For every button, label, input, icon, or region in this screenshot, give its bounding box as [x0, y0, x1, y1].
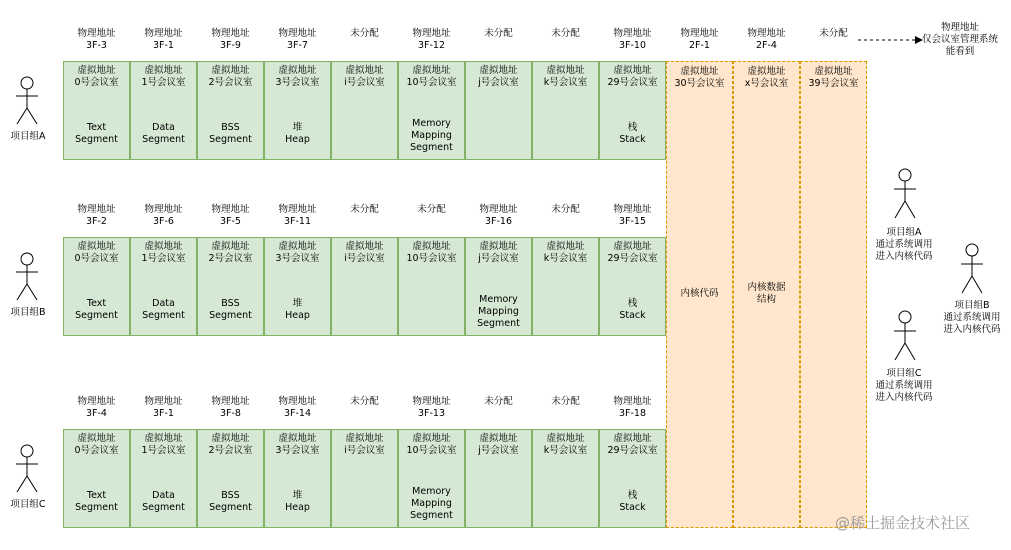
virtual-address-label: 虚拟地址 0号会议室 [74, 433, 119, 456]
virtual-address-label: 虚拟地址 2号会议室 [208, 433, 253, 456]
physical-address-label: 物理地址 3F-6 [144, 204, 183, 227]
physical-address-label: 物理地址 3F-7 [278, 28, 317, 51]
virtual-address-label: 虚拟地址 39号会议室 [808, 66, 859, 89]
segment-label: BSS Segment [209, 490, 252, 513]
virtual-memory-cell [63, 429, 130, 528]
physical-address-label: 物理地址 3F-11 [278, 204, 317, 227]
segment-label: 栈 Stack [619, 298, 646, 321]
segment-label: 堆 Heap [285, 298, 310, 321]
segment-label: 堆 Heap [285, 490, 310, 513]
virtual-memory-cell [197, 429, 264, 528]
virtual-address-label: 虚拟地址 0号会议室 [74, 241, 119, 264]
project-group-label: 项目组C [10, 499, 46, 510]
segment-label: Data Segment [142, 298, 185, 321]
kernel-memory-column [733, 61, 800, 528]
physical-address-label: 物理地址 3F-1 [144, 28, 183, 51]
physical-address-label: 物理地址 3F-10 [613, 28, 652, 51]
virtual-memory-cell [398, 237, 465, 336]
virtual-address-label: 虚拟地址 3号会议室 [275, 433, 320, 456]
segment-label: 堆 Heap [285, 122, 310, 145]
syscall-note: 项目组C 通过系统调用 进入内核代码 [875, 368, 933, 403]
physical-address-label: 物理地址 3F-9 [211, 28, 250, 51]
physical-address-label: 物理地址 3F-13 [412, 396, 451, 419]
virtual-address-label: 虚拟地址 10号会议室 [406, 65, 457, 88]
syscall-note: 项目组A 通过系统调用 进入内核代码 [875, 227, 933, 262]
virtual-address-label: 虚拟地址 2号会议室 [208, 241, 253, 264]
virtual-address-label: 虚拟地址 k号会议室 [543, 65, 588, 88]
physical-address-label: 未分配 [484, 396, 513, 407]
virtual-address-label: 虚拟地址 j号会议室 [478, 241, 519, 264]
virtual-memory-cell [130, 429, 197, 528]
kernel-section-label: 内核数据 结构 [747, 282, 786, 305]
physical-address-note: 物理地址 仅会议室管理系统 能看到 [921, 22, 998, 57]
user-actor-icon [12, 444, 42, 494]
physical-address-label: 未分配 [551, 204, 580, 215]
physical-address-label: 未分配 [350, 28, 379, 39]
virtual-address-label: 虚拟地址 x号会议室 [744, 66, 789, 89]
physical-address-label: 未分配 [551, 28, 580, 39]
virtual-address-label: 虚拟地址 29号会议室 [607, 433, 658, 456]
virtual-memory-cell [264, 237, 331, 336]
virtual-memory-cell [398, 429, 465, 528]
virtual-address-label: 虚拟地址 j号会议室 [478, 65, 519, 88]
segment-label: 栈 Stack [619, 122, 646, 145]
virtual-address-label: 虚拟地址 0号会议室 [74, 65, 119, 88]
kernel-memory-column [800, 61, 867, 528]
virtual-memory-cell [197, 237, 264, 336]
virtual-address-label: 虚拟地址 3号会议室 [275, 241, 320, 264]
physical-address-label: 物理地址 3F-4 [77, 396, 116, 419]
virtual-address-label: 虚拟地址 29号会议室 [607, 241, 658, 264]
virtual-address-label: 虚拟地址 29号会议室 [607, 65, 658, 88]
virtual-address-label: 虚拟地址 3号会议室 [275, 65, 320, 88]
physical-address-label: 物理地址 3F-12 [412, 28, 451, 51]
segment-label: BSS Segment [209, 122, 252, 145]
virtual-address-label: 虚拟地址 i号会议室 [344, 433, 385, 456]
virtual-memory-cell [264, 429, 331, 528]
segment-label: Text Segment [75, 490, 118, 513]
physical-address-label: 未分配 [350, 204, 379, 215]
virtual-memory-cell [130, 61, 197, 160]
physical-address-label: 物理地址 2F-1 [680, 28, 719, 51]
physical-address-label: 物理地址 3F-3 [77, 28, 116, 51]
physical-address-label: 未分配 [484, 28, 513, 39]
virtual-memory-cell [331, 429, 398, 528]
segment-label: Memory Mapping Segment [410, 486, 453, 521]
segment-label: Memory Mapping Segment [477, 294, 520, 329]
physical-address-label: 物理地址 3F-5 [211, 204, 250, 227]
virtual-memory-cell [331, 237, 398, 336]
physical-address-label: 未分配 [819, 28, 848, 39]
virtual-address-label: 虚拟地址 1号会议室 [141, 65, 186, 88]
physical-address-label: 物理地址 3F-14 [278, 396, 317, 419]
virtual-memory-cell [599, 61, 666, 160]
segment-label: Memory Mapping Segment [410, 118, 453, 153]
virtual-memory-cell [63, 237, 130, 336]
segment-label: Text Segment [75, 298, 118, 321]
virtual-address-label: 虚拟地址 10号会议室 [406, 241, 457, 264]
physical-address-label: 物理地址 3F-1 [144, 396, 183, 419]
virtual-memory-cell [599, 237, 666, 336]
user-actor-icon [890, 168, 920, 220]
virtual-memory-cell [63, 61, 130, 160]
user-actor-icon [12, 76, 42, 126]
segment-label: Text Segment [75, 122, 118, 145]
virtual-address-label: 虚拟地址 j号会议室 [478, 433, 519, 456]
virtual-memory-cell [130, 237, 197, 336]
virtual-address-label: 虚拟地址 10号会议室 [406, 433, 457, 456]
virtual-memory-cell [264, 61, 331, 160]
virtual-address-label: 虚拟地址 2号会议室 [208, 65, 253, 88]
virtual-memory-cell [398, 61, 465, 160]
syscall-note: 项目组B 通过系统调用 进入内核代码 [943, 300, 1001, 335]
virtual-memory-cell [599, 429, 666, 528]
user-actor-icon [890, 310, 920, 362]
virtual-address-label: 虚拟地址 i号会议室 [344, 241, 385, 264]
physical-address-label: 未分配 [350, 396, 379, 407]
segment-label: BSS Segment [209, 298, 252, 321]
project-group-label: 项目组A [10, 131, 46, 142]
segment-label: 栈 Stack [619, 490, 646, 513]
virtual-address-label: 虚拟地址 1号会议室 [141, 433, 186, 456]
segment-label: Data Segment [142, 490, 185, 513]
physical-address-label: 未分配 [417, 204, 446, 215]
kernel-memory-column [666, 61, 733, 528]
physical-address-label: 未分配 [551, 396, 580, 407]
user-actor-icon [957, 243, 987, 295]
virtual-address-label: 虚拟地址 30号会议室 [674, 66, 725, 89]
kernel-section-label: 内核代码 [680, 288, 719, 299]
virtual-memory-cell [465, 429, 532, 528]
virtual-address-label: 虚拟地址 k号会议室 [543, 241, 588, 264]
physical-address-label: 物理地址 2F-4 [747, 28, 786, 51]
physical-address-label: 物理地址 3F-8 [211, 396, 250, 419]
virtual-memory-cell [532, 429, 599, 528]
virtual-memory-cell [532, 237, 599, 336]
physical-address-label: 物理地址 3F-15 [613, 204, 652, 227]
watermark: @稀土掘金技术社区 [835, 514, 971, 532]
virtual-memory-cell [465, 61, 532, 160]
segment-label: Data Segment [142, 122, 185, 145]
virtual-address-label: 虚拟地址 i号会议室 [344, 65, 385, 88]
physical-address-label: 物理地址 3F-18 [613, 396, 652, 419]
virtual-address-label: 虚拟地址 k号会议室 [543, 433, 588, 456]
virtual-memory-cell [197, 61, 264, 160]
user-actor-icon [12, 252, 42, 302]
project-group-label: 项目组B [10, 307, 46, 318]
physical-address-label: 物理地址 3F-16 [479, 204, 518, 227]
physical-address-label: 物理地址 3F-2 [77, 204, 116, 227]
virtual-memory-cell [331, 61, 398, 160]
virtual-memory-cell [465, 237, 532, 336]
virtual-memory-cell [532, 61, 599, 160]
virtual-address-label: 虚拟地址 1号会议室 [141, 241, 186, 264]
